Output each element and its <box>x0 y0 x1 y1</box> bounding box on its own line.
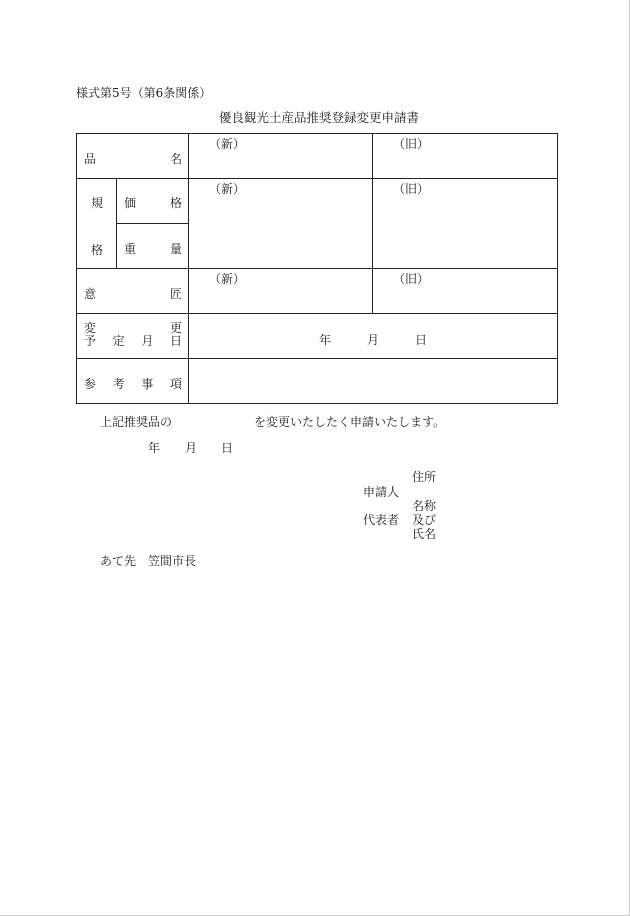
design-label-char: 匠 <box>169 287 182 301</box>
new-marker: （新） <box>209 182 246 196</box>
application-day-unit: 日 <box>221 441 234 455</box>
name-label-line1: 名称 <box>412 499 437 513</box>
scheduled-date-label-char: 予 <box>84 334 97 348</box>
request-text-before: 上記推奨品の <box>100 415 173 429</box>
design-label-char: 意 <box>84 287 97 301</box>
old-marker: （旧） <box>393 137 430 151</box>
notes-label-char: 事 <box>141 377 154 391</box>
document-title: 優良観光土産品推奨登録変更申請書 <box>219 110 420 125</box>
product-name-old-cell[interactable] <box>373 134 558 179</box>
product-name-new-cell[interactable] <box>189 134 373 179</box>
design-old-cell[interactable] <box>373 269 558 314</box>
product-name-label-cell <box>77 134 189 179</box>
product-name-label-char: 品 <box>84 152 97 166</box>
price-label-char: 価 <box>124 196 137 210</box>
notes-label-cell <box>77 359 189 404</box>
new-marker: （新） <box>209 272 246 286</box>
change-date-value-cell[interactable] <box>189 314 558 359</box>
weight-label-cell <box>117 224 189 269</box>
representative-label: 代表者 <box>363 513 400 527</box>
old-marker: （旧） <box>393 182 430 196</box>
design-new-cell[interactable] <box>189 269 373 314</box>
name-label-line3: 氏名 <box>412 527 437 541</box>
scheduled-date-label-char: 日 <box>169 334 182 348</box>
date-year-unit: 年 <box>318 333 331 347</box>
old-marker: （旧） <box>393 272 430 286</box>
design-label-cell <box>77 269 189 314</box>
address-label: 住所 <box>412 470 437 484</box>
new-marker: （新） <box>209 137 246 151</box>
notes-value-cell[interactable] <box>189 359 558 404</box>
scheduled-date-label-char: 定 <box>112 334 125 348</box>
price-label-char: 格 <box>169 196 182 210</box>
product-name-label-char: 名 <box>169 152 182 166</box>
application-form-table <box>76 133 558 404</box>
specification-label-char: 格 <box>91 243 104 257</box>
notes-label-char: 参 <box>84 377 97 391</box>
change-label-char: 変 <box>84 321 97 335</box>
application-year-unit: 年 <box>148 441 161 455</box>
addressee: あて先 笠間市長 <box>100 554 197 568</box>
change-label-char: 更 <box>169 321 182 335</box>
date-day-unit: 日 <box>415 333 428 347</box>
request-text-after: を変更いたしたく申請いたします。 <box>254 415 446 429</box>
applicant-label: 申請人 <box>363 485 400 499</box>
specification-label-cell <box>77 179 117 269</box>
price-label-cell <box>117 179 189 224</box>
name-label-line2: 及び <box>412 513 437 527</box>
scheduled-date-label-char: 月 <box>141 334 154 348</box>
weight-label-char: 重 <box>124 242 137 256</box>
application-month-unit: 月 <box>185 441 198 455</box>
specification-label-char: 規 <box>91 196 104 210</box>
form-number: 様式第5号（第6条関係） <box>76 86 212 100</box>
change-date-label-cell <box>77 314 189 359</box>
notes-label-char: 項 <box>169 377 182 391</box>
specification-old-cell[interactable] <box>373 179 558 269</box>
date-month-unit: 月 <box>366 333 379 347</box>
weight-label-char: 量 <box>169 242 182 256</box>
notes-label-char: 考 <box>112 377 125 391</box>
specification-new-cell[interactable] <box>189 179 373 269</box>
